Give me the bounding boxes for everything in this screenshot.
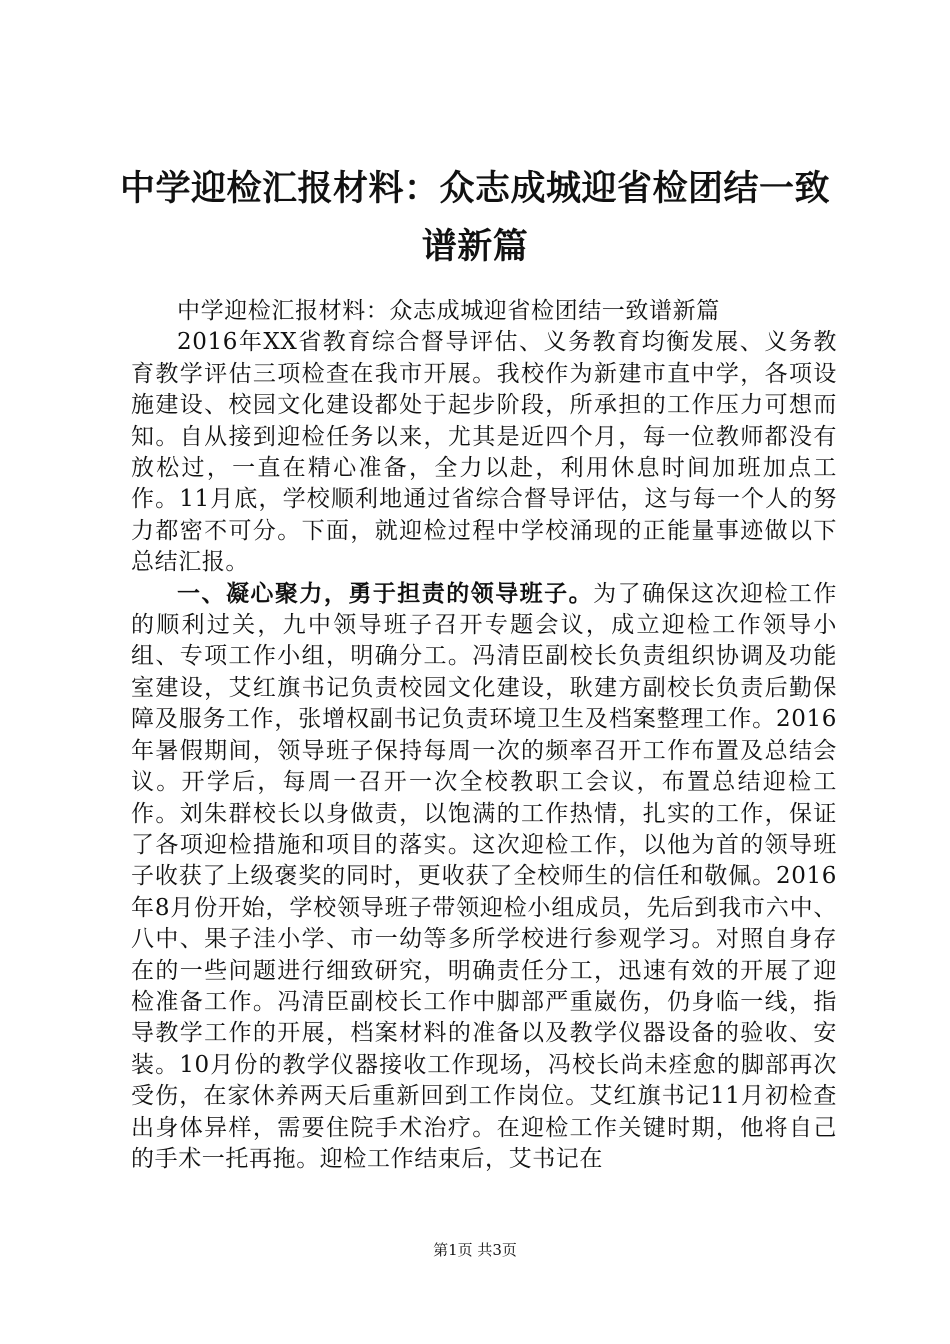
- document-title: 中学迎检汇报材料：众志成城迎省检团结一致谱新篇: [120, 169, 831, 267]
- page-footer: 第1页 共3页: [433, 1241, 517, 1259]
- document-body: [131, 296, 837, 1175]
- section-one-text: 为了确保这次迎检工作的顺利过关，九中领导班子召开专题会议，成立迎检工作领导小组、专项工作小组，明确分工。冯清臣副校长负责组织协调及功能室建设，艾红旗书记负责校园文化建设，耿建方副校长负责后勤保障及服务工作，张增权副书记负责环境卫生及档案整理工作。2016年暑假期间，领导班子保持每周一次的频率召开工作布置及总结会议。开学后，每周一召开一次全校教职工会议，布置总结迎检工作。刘朱群校长以身做责，以饱满的工作热情，扎实的工作，保证了各项迎检措施和项目的落实。这次迎检工作，以他为首的领导班子收获了上级褒奖的同时，更收获了全校师生的信任和敬佩。2016年8月份开始，学校领导班子带领迎检小组成员，先后到我市六中、八中、果子洼小学、市一幼等多所学校进行参观学习。对照自身存在的一些问题进行细致研究，明确责任分工，迅速有效的开展了迎检准备工作。冯清臣副校长工作中脚部严重崴伤，仍身临一线，指导教学工作的开展，档案材料的准备以及教学仪器设备的验收、安装。10月份的教学仪器接收工作现场，冯校长尚未痊愈的脚部再次受伤，在家休养两天后重新回到工作岗位。艾红旗书记11月初检查出身体异样，需要住院手术治疗。在迎检工作关键时期，他将自己的手术一托再拖。迎检工作结束后，艾书记在: [131, 580, 838, 1172]
- paragraph-intro: [131, 327, 837, 578]
- section-one-heading: 一、凝心聚力，勇于担责的领导班子。: [177, 580, 594, 607]
- paragraph-section-one: [131, 579, 837, 1176]
- paragraph-intro-text: 2016年XX省教育综合督导评估、义务教育均衡发展、义务教育教学评估三项检查在我市开展。我校作为新建市直中学，各项设施建设、校园文化建设都处于起步阶段，所承担的工作压力可想而知。自从接到迎检任务以来，尤其是近四个月，每一位教师都没有放松过，一直在精心准备，全力以赴，利用休息时间加班加点工作。11月底，学校顺利地通过省综合督导评估，这与每一个人的努力都密不可分。下面，就迎检过程中学校涌现的正能量事迹做以下总结汇报。: [131, 329, 837, 576]
- subtitle-line: 中学迎检汇报材料：众志成城迎省检团结一致谱新篇: [177, 298, 720, 324]
